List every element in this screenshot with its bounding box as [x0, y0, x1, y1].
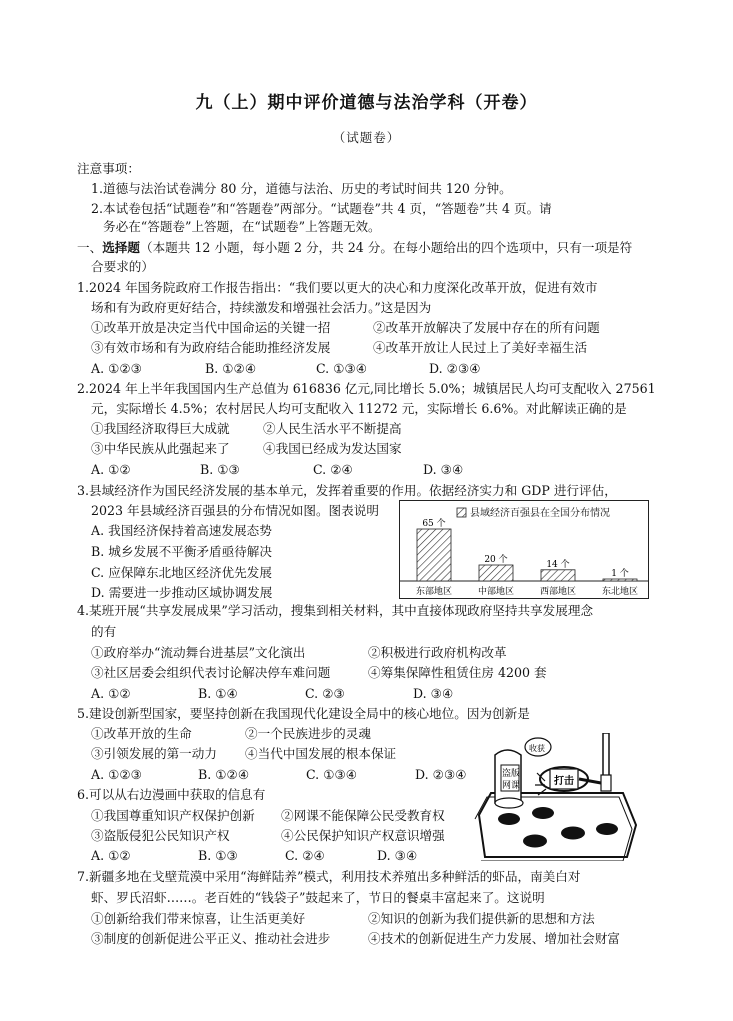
county-economy-chart	[399, 500, 649, 599]
notice-item-2a: 2.本试卷包括“试题卷”和“答题卷”两部分。“试题卷”共 4 页，“答题卷”共 4 页。请	[91, 201, 552, 216]
page-title: 九（上）期中评价道德与法治学科（开卷）	[195, 93, 538, 113]
q2-option-4: ④我国已经成为发达国家	[263, 441, 402, 456]
cartoon-label-2: 网课	[502, 781, 521, 791]
section-name: 选择题	[102, 240, 140, 255]
q1-option-3: ③有效市场和有为政府结合能助推经济发展	[91, 340, 331, 355]
q3-choice-a: A. 我国经济保持着高速发展态势	[91, 523, 272, 538]
q6-choice-b: B. ①③	[198, 848, 238, 863]
q2-stem-b: 元，实际增长 4.5%；农村居民人均可支配收入 11272 元，实际增长 6.6%。对此解读正确的是	[91, 401, 627, 416]
q6-choice-d: D. ③④	[377, 848, 418, 863]
q5-option-2: ②一个民族进步的灵魂	[245, 726, 371, 741]
q3-choice-c: C. 应保障东北地区经济优先发展	[91, 565, 272, 580]
q5-choice-c: C. ①③④	[306, 767, 358, 782]
q1-choice-c: C. ①③④	[316, 361, 368, 376]
q5-option-1: ①改革开放的生命	[91, 726, 192, 741]
bar-value-label-4: 1 个	[611, 569, 629, 579]
q4-option-4: ④筹集保障性租赁住房 4200 套	[368, 665, 547, 680]
cartoon-label-3: 打击	[554, 776, 574, 787]
q2-choice-a: A. ①②	[91, 462, 131, 477]
q4-stem-a: 4.某班开展“共享发展成果”学习活动，搜集到相关材料，其中直接体现政府坚持共享发展理念	[77, 603, 594, 618]
piracy-cartoon-image	[465, 733, 643, 861]
q2-choice-b: B. ①③	[200, 462, 240, 477]
bar-2	[479, 565, 513, 581]
q1-choice-b: B. ①②④	[205, 361, 257, 376]
category-label-3: 西部地区	[539, 587, 577, 597]
q6-stem: 6.可以从右边漫画中获取的信息有	[77, 787, 266, 802]
q1-option-1: ①改革开放是决定当代中国命运的关键一招	[91, 320, 331, 335]
bar-value-label-3: 14 个	[546, 559, 570, 570]
q1-stem-b: 场和有为政府更好结合，持续激发和增强社会活力。”这是因为	[91, 300, 432, 315]
q1-choice-d: D. ②③④	[429, 361, 481, 376]
q7-option-2: ②知识的创新为我们提供新的思想和方法	[368, 911, 595, 926]
q4-option-3: ③社区居委会组织代表讨论解决停车难问题	[91, 665, 331, 680]
q4-choice-c: C. ②③	[305, 686, 345, 701]
q2-choice-d: D. ③④	[423, 462, 464, 477]
chart-legend: 县域经济百强县在全国分布情况	[470, 508, 610, 519]
q3-choice-d: D. 需要进一步推动区域协调发展	[91, 585, 273, 600]
q5-choice-d: D. ②③④	[415, 767, 467, 782]
q5-option-3: ③引领发展的第一动力	[91, 746, 217, 761]
q4-choice-d: D. ③④	[413, 686, 454, 701]
chart-canvas	[400, 501, 648, 598]
notice-item-1: 1.道德与法治试卷满分 80 分，道德与法治、历史的考试时间共 120 分钟。	[91, 181, 512, 196]
bar-1	[417, 529, 451, 581]
q3-stem-b: 2023 年县域经济百强县的分布情况如图。图表说明	[91, 503, 379, 518]
q6-choice-c: C. ②④	[285, 848, 325, 863]
section-desc: （本题共 12 小题，每小题 2 分，共 24 分。在每小题给出的四个选项中，只有一项是符	[139, 240, 633, 255]
q1-stem-a: 1.2024 年国务院政府工作报告指出：“我们要以更大的决心和力度深化改革开放，促进有效市	[77, 280, 598, 295]
category-label-2: 中部地区	[477, 587, 515, 597]
q4-choice-b: B. ①④	[198, 686, 238, 701]
q2-option-1: ①我国经济取得巨大成就	[91, 421, 230, 436]
q5-stem: 5.建设创新型国家，要坚持创新在我国现代化建设全局中的核心地位。因为创新是	[77, 706, 530, 721]
q6-choice-a: A. ①②	[91, 848, 131, 863]
q2-option-3: ③中华民族从此强起来了	[91, 441, 230, 456]
q4-option-1: ①政府举办“流动舞台进基层”文化演出	[91, 645, 306, 660]
q1-option-2: ②改革开放解决了发展中存在的所有问题	[373, 320, 600, 335]
q6-option-4: ④公民保护知识产权意识增强	[281, 828, 445, 843]
q1-option-4: ④改革开放让人民过上了美好幸福生活	[373, 340, 588, 355]
chart-bars	[416, 517, 638, 597]
q3-stem-a: 3.县域经济作为国民经济发展的基本单元，发挥着重要的作用。依据经济实力和 GDP 进行评估，	[77, 483, 617, 498]
legend-swatch	[457, 508, 466, 517]
notice-heading: 注意事项：	[77, 161, 140, 176]
cartoon-label-1: 盗版	[502, 769, 521, 779]
notice-item-2b: 务必在“答题卷”上答题，在“试题卷”上答题无效。	[103, 219, 381, 234]
bar-value-label-2: 20 个	[484, 555, 508, 565]
section-desc-cont: 合要求的）	[91, 259, 154, 274]
q7-option-4: ④技术的创新促进生产力发展、增加社会财富	[368, 931, 620, 946]
q4-option-2: ②积极进行政府机构改革	[368, 645, 507, 660]
q5-option-4: ④当代中国发展的根本保证	[245, 746, 397, 761]
category-label-1: 东部地区	[415, 587, 453, 597]
q5-choice-a: A. ①②③	[91, 767, 142, 782]
q7-option-1: ①创新给我们带来惊喜，让生活更美好	[91, 911, 306, 926]
bar-value-label-1: 65 个	[422, 519, 446, 529]
category-label-4: 东北地区	[601, 587, 639, 597]
page-subtitle: （试题卷）	[332, 130, 401, 145]
q2-stem-a: 2.2024 年上半年我国国内生产总值为 616836 亿元,同比增长 5.0%；城镇居民人均可支配收入 27561	[77, 381, 656, 396]
q4-choice-a: A. ①②	[91, 686, 131, 701]
bar-3	[541, 570, 575, 581]
q4-stem-b: 的有	[91, 624, 117, 639]
q7-stem-a: 7.新疆多地在戈壁荒漠中采用“海鲜陆养”模式，利用技术养殖出多种鲜活的虾品，南美白对	[77, 869, 581, 884]
q6-option-2: ②网课不能保障公民受教育权	[281, 808, 445, 823]
q7-stem-b: 虾、罗氏沼虾……。老百姓的“钱袋子”鼓起来了，节日的餐桌丰富起来了。这说明	[91, 890, 545, 905]
q6-option-3: ③盗版侵犯公民知识产权	[91, 828, 230, 843]
cartoon-label-4: 收获	[529, 744, 545, 753]
q1-choice-a: A. ①②③	[91, 361, 142, 376]
q5-choice-b: B. ①②④	[198, 767, 250, 782]
section-heading	[77, 240, 632, 256]
section-label: 一、	[77, 240, 103, 255]
q3-choice-b: B. 城乡发展不平衡矛盾亟待解决	[91, 544, 272, 559]
q6-option-1: ①我国尊重知识产权保护创新	[91, 808, 255, 823]
bar-4	[603, 579, 637, 581]
q7-option-3: ③制度的创新促进公平正义、推动社会进步	[91, 931, 331, 946]
q2-choice-c: C. ②④	[313, 462, 353, 477]
q2-option-2: ②人民生活水平不断提高	[263, 421, 402, 436]
